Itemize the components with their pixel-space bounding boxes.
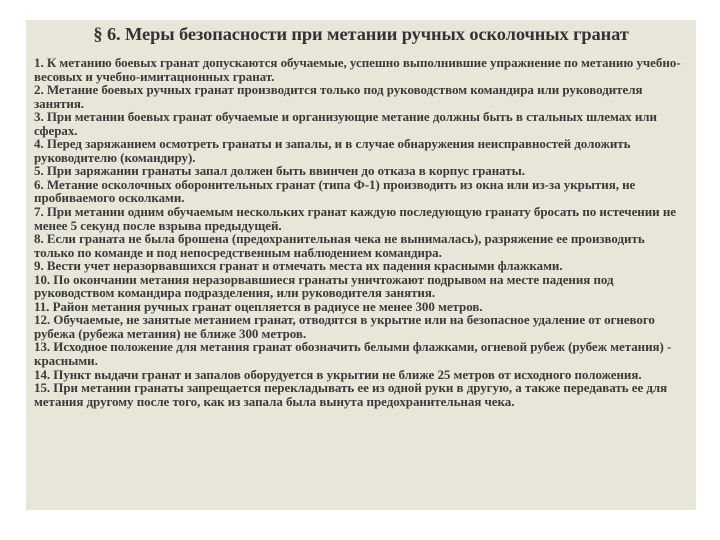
slide-title: § 6. Меры безопасности при метании ручных осколочных гранат [93,24,629,44]
rule-item-6: 6. Метание осколочных оборонительных гранат (типа Ф-1) производить из окна или из-за укрытия, не пробиваемого осколками. [34,176,636,206]
rule-item-3: 3. При метании боевых гранат обучаемые и организующие метание должны быть в стальных шлемах или сферах. [34,109,657,138]
rule-item-12: 12. Обучаемые, не занятые метанием гранат, отводятся в укрытие или на безопасное удаление от огневого рубежа (рубежа метания) не ближе 300 метров. [34,312,655,341]
rule-item-10: 10. По окончании метания неразорвавшиеся гранаты уничтожают подрывом на месте падения под руководством командира подразделения, или руководителя занятия. [34,271,614,301]
rules-list [34,56,688,408]
rule-item-9: 9. Вести учет неразорвавшихся гранат и отмечать места их падения красными флажками. [34,258,563,274]
rule-item-7: 7. При метании одним обучаемым нескольких гранат каждую последующую гранату бросать по истечении не менее 5 секунд после взрыва предыдущей. [34,204,676,233]
rule-item-14: 14. Пункт выдачи гранат и запалов оборудуется в укрытии не ближе 25 метров от исходного положения. [34,366,642,382]
rule-item-4: 4. Перед заряжанием осмотреть гранаты и запалы, и в случае обнаружения неисправностей доложить руководителю (командиру). [34,136,631,165]
rule-item-5: 5. При заряжании гранаты запал должен быть ввинчен до отказа в корпус гранаты. [34,163,525,179]
rule-item-15: 15. При метании гранаты запрещается перекладывать ее из одной руки в другую, а также передавать ее для метания другому после того, как из запала была вынута предохранительная чека. [34,380,668,409]
content-panel [26,20,696,510]
rule-item-11: 11. Район метания ручных гранат оцепляется в радиусе не менее 300 метров. [34,298,483,314]
rule-item-1: 1. К метанию боевых гранат допускаются обучаемые, успешно выполнившие упражнение по метанию учебно-весовых и учебно-имитационных гранат. [34,55,681,84]
rule-item-2: 2. Метание боевых ручных гранат производится только под руководством командира или руководителя занятия. [34,82,643,111]
rule-item-8: 8. Если граната не была брошена (предохранительная чека не вынималась), разряжение ее производить только по команде и под непосредственным наблюдением командира. [34,231,645,260]
rule-item-13: 13. Исходное положение для метания гранат обозначить белыми флажками, огневой рубеж (рубеж метания) - красными. [34,339,672,369]
